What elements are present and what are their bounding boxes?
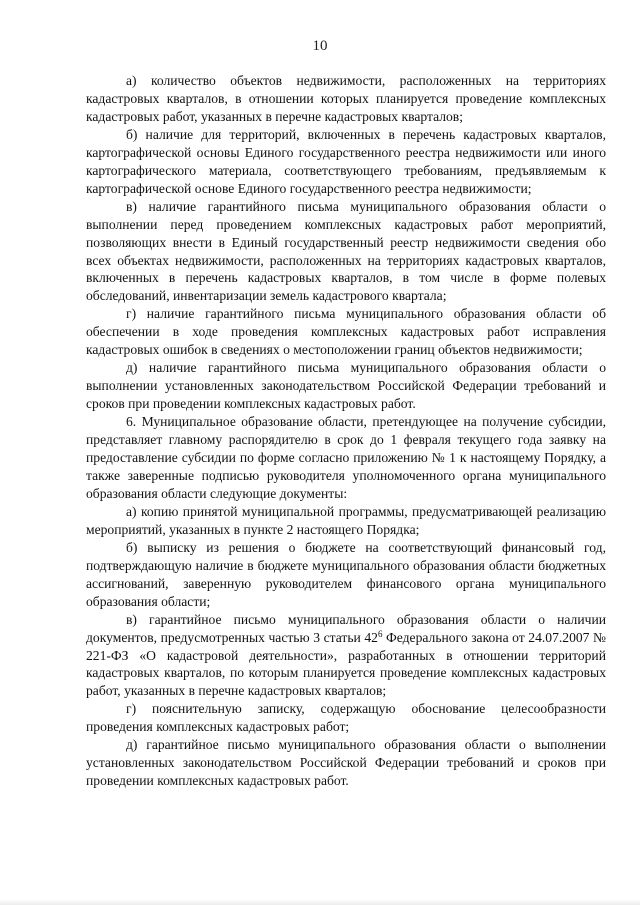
article-superscript: 6 xyxy=(377,628,383,639)
paragraph-5b: б) наличие для территорий, включенных в перечень кадастровых кварталов, картографической основы Единого государственного реестра недвижимости или иного картографического материала, соответствующего требованиям, предъявляемым к картографической основе Единого государственного реестра недвижимости; xyxy=(86,126,606,196)
scan-bottom-edge xyxy=(0,899,640,905)
paragraph-5d: д) наличие гарантийного письма муниципального образования области о выполнении установленных законодательством Российской Федерации требований и сроков при проведении комплексных кадастровых работ. xyxy=(86,360,606,412)
paragraph-6d: д) гарантийное письмо муниципального образования области о выполнении установленных законодательством Российской Федерации требований и сроков при проведении комплексных кадастровых работ. xyxy=(86,737,606,789)
paragraph-5g: г) наличие гарантийного письма муниципального образования области об обеспечении в ходе проведения комплексных кадастровых работ исправления кадастровых ошибок в сведениях о местоположении границ объектов недвижимости; xyxy=(86,306,606,358)
paragraph-5v: в) наличие гарантийного письма муниципального образования области о выполнении перед проведением комплексных кадастровых работ мероприятий, позволяющих внести в Единый государственный реестр недвижимости сведения обо всех объектах недвижимости, расположенных на территориях кадастровых кварталов, включенных в перечень кадастровых кварталов, в том числе в форме полевых обследований, инвентаризации земель кадастрового квартала; xyxy=(86,198,606,304)
paragraph-6a: а) копию принятой муниципальной программы, предусматривающей реализацию мероприятий, указанных в пункте 2 настоящего Порядка; xyxy=(86,503,606,537)
document-body xyxy=(86,72,606,790)
paragraph-6v xyxy=(86,611,606,701)
paragraph-6g: г) пояснительную записку, содержащую обоснование целесообразности проведения комплексных кадастровых работ; xyxy=(86,701,606,735)
paragraph-6: 6. Муниципальное образование области, претендующее на получение субсидии, представляет главному распорядителю в срок до 1 февраля текущего года заявку на предоставление субсидии по форме согласно приложению № 1 к настоящему Порядку, а также заверенные подписью руководителя уполномоченного органа муниципального образования области следующие документы: xyxy=(86,414,606,501)
page-number: 10 xyxy=(312,38,328,54)
paragraph-6b: б) выписку из решения о бюджете на соответствующий финансовый год, подтверждающую наличие в бюджете муниципального образования области бюджетных ассигнований, заверенную руководителем финансового органа муниципального образования области; xyxy=(86,539,606,609)
paragraph-5a: а) количество объектов недвижимости, расположенных на территориях кадастровых кварталов, в отношении которых планируется проведение комплексных кадастровых работ, указанных в перечне кадастровых кварталов; xyxy=(86,73,606,124)
paragraph-6v-tail: Федерального закона от 24.07.2007 № 221-ФЗ «О кадастровой деятельности», разработанных в отношении территорий кадастровых кварталов, по которым планируется проведение комплексных кадастровых работ, указанных в перечне кадастровых кварталов; xyxy=(86,629,606,699)
paragraph-6v-head: в) гарантийное письмо муниципального образования области о наличии документов, предусмотренных частью 3 статьи 42 xyxy=(86,611,606,645)
